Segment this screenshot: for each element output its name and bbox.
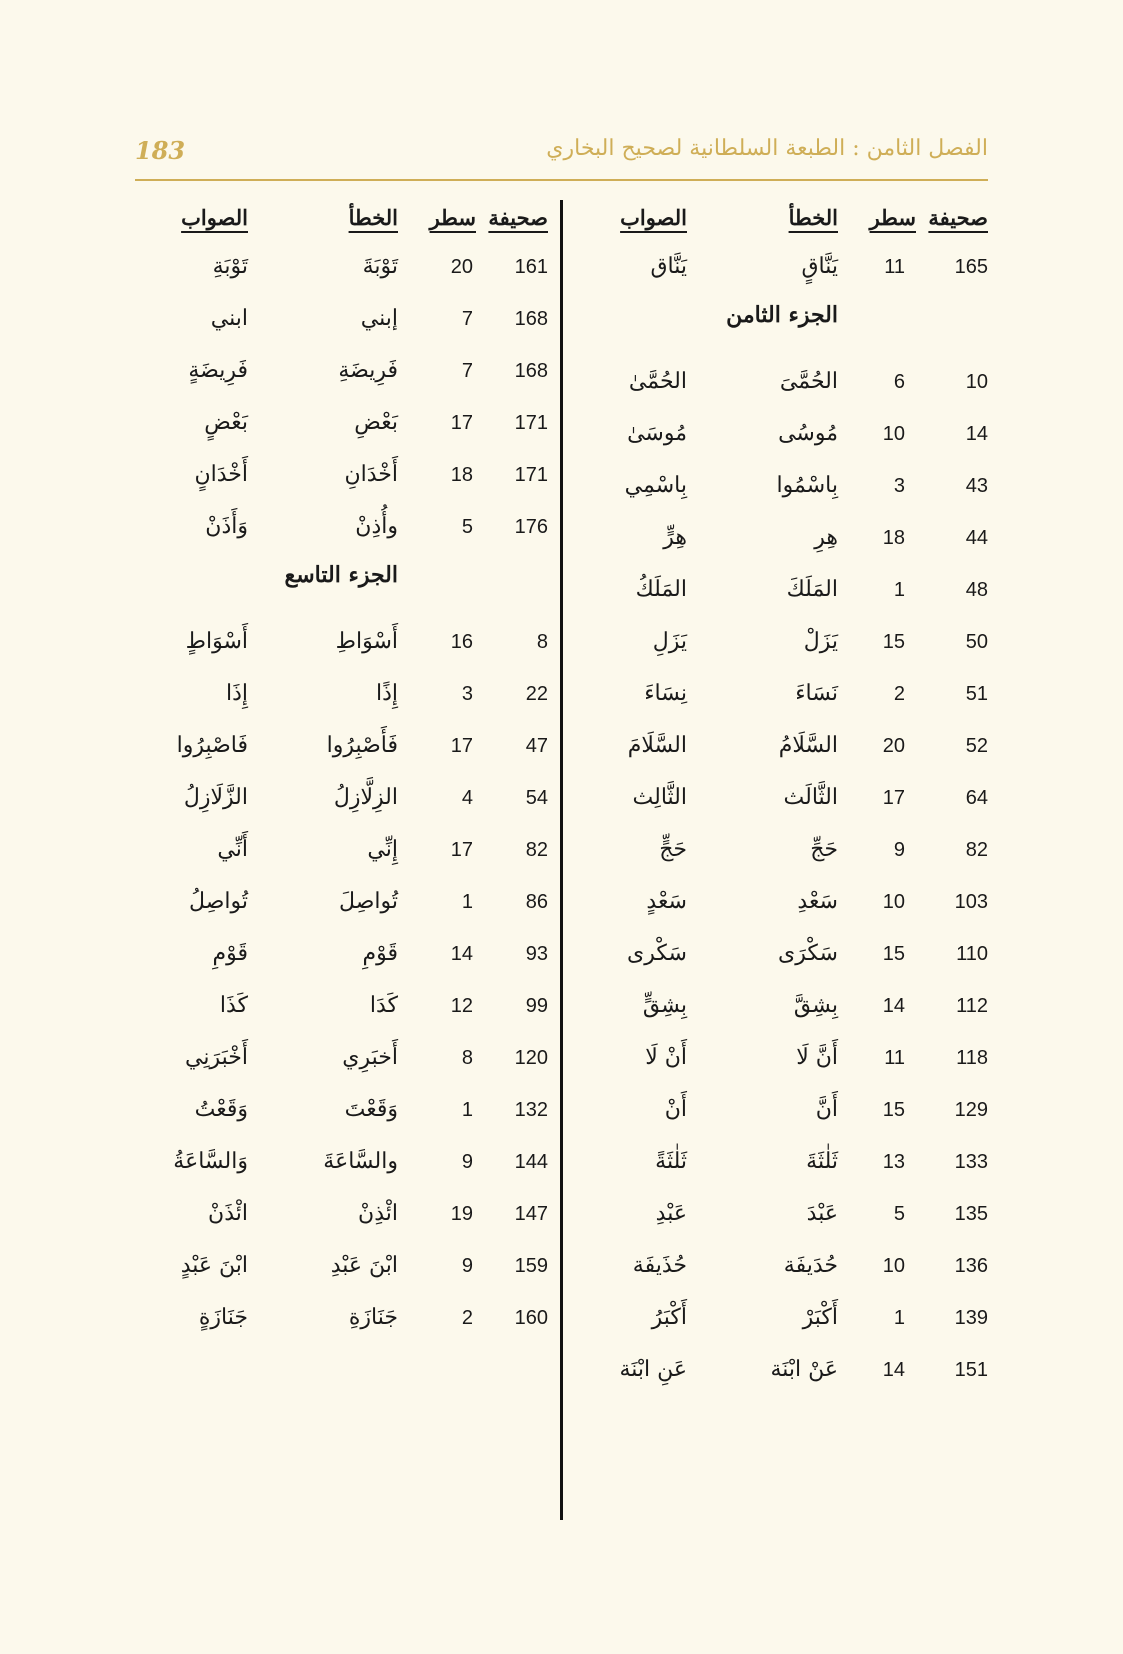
cell-correct: وَأَذَنْ — [205, 514, 248, 539]
cell-wrong: فَرِيضَةِ — [338, 358, 398, 383]
cell-page: 171 — [514, 412, 548, 434]
cell-page: 93 — [525, 943, 548, 965]
cell-correct: سَعْدٍ — [646, 889, 687, 914]
cell-line: 13 — [882, 1151, 905, 1173]
cell-wrong: بَعْضِ — [354, 410, 398, 435]
cell-line: 1 — [893, 579, 905, 601]
cell-page: 99 — [525, 995, 548, 1017]
cell-line: 5 — [893, 1203, 905, 1225]
right-header-page: صحيفة — [928, 205, 988, 230]
cell-line: 19 — [450, 1203, 473, 1225]
cell-wrong: سَعْدِ — [797, 889, 838, 914]
cell-line: 18 — [882, 527, 905, 549]
cell-wrong: أَنَّ لَا — [796, 1045, 838, 1070]
cell-line: 8 — [461, 1047, 473, 1069]
cell-page: 14 — [965, 423, 988, 445]
cell-wrong: ابْنَ عَبْدِ — [330, 1253, 398, 1278]
cell-wrong: إبني — [360, 306, 398, 331]
cell-page: 129 — [954, 1099, 988, 1121]
right-header-correct: الصواب — [620, 205, 687, 230]
cell-wrong: أَكْبَرْ — [802, 1305, 838, 1330]
cell-page: 161 — [514, 256, 548, 278]
cell-correct: بِاسْمِي — [624, 473, 687, 498]
cell-page: 168 — [514, 360, 548, 382]
cell-wrong: سَكْرَى — [778, 941, 838, 966]
cell-line: 5 — [461, 516, 473, 538]
cell-correct: أَكْبَرُ — [651, 1305, 687, 1330]
cell-correct: أَنْ لَا — [645, 1045, 687, 1070]
cell-line: 15 — [882, 1099, 905, 1121]
cell-correct: وَقَعْتُ — [194, 1097, 248, 1122]
cell-correct: يَنَّاق — [650, 254, 687, 279]
cell-wrong: أَخبَرِي — [342, 1045, 398, 1070]
cell-line: 17 — [450, 839, 473, 861]
cell-wrong: قَوْمِ — [362, 941, 398, 966]
cell-line: 1 — [461, 891, 473, 913]
cell-correct: حُذَيفَة — [632, 1253, 687, 1278]
cell-wrong: إِذًا — [375, 681, 398, 706]
cell-page: 165 — [954, 256, 988, 278]
cell-line: 11 — [884, 256, 905, 278]
cell-correct: وَالسَّاعَةُ — [173, 1149, 248, 1174]
cell-correct: أَخْبَرَنِي — [185, 1045, 248, 1070]
cell-wrong: وأُذِنْ — [355, 514, 398, 539]
cell-page: 132 — [514, 1099, 548, 1121]
cell-correct: ابْنَ عَبْدٍ — [180, 1253, 248, 1278]
right-header-wrong: الخطأ — [788, 205, 838, 230]
running-header-title: الفصل الثامن : الطبعة السلطانية لصحيح البخاري — [546, 136, 988, 161]
cell-correct: السَّلَامَ — [627, 733, 687, 758]
page-number: 183 — [135, 136, 186, 165]
cell-page: 160 — [514, 1307, 548, 1329]
cell-wrong: يَنَّاقٍ — [801, 254, 838, 279]
cell-wrong: أَخْدَانِ — [344, 462, 398, 487]
cell-line: 15 — [882, 631, 905, 653]
cell-wrong: جَنَازَةِ — [348, 1305, 398, 1330]
cell-page: 136 — [954, 1255, 988, 1277]
cell-correct: يَزَلِ — [652, 629, 687, 654]
cell-line: 4 — [461, 787, 473, 809]
cell-line: 7 — [461, 360, 473, 382]
cell-wrong: بِاسْمُوا — [776, 473, 838, 498]
cell-line: 3 — [893, 475, 905, 497]
cell-page: 118 — [956, 1047, 988, 1069]
cell-correct: أَخْدَانٍ — [194, 462, 248, 487]
cell-correct: أَسْوَاطٍ — [185, 629, 248, 654]
cell-page: 151 — [954, 1359, 988, 1381]
cell-wrong: الزِلَّازِلُ — [333, 785, 398, 810]
cell-page: 52 — [965, 735, 988, 757]
cell-wrong: حَجِّ — [810, 837, 838, 862]
cell-correct: ابني — [210, 306, 248, 331]
cell-correct: هِرٍّ — [663, 525, 687, 550]
cell-page: 50 — [965, 631, 988, 653]
cell-line: 2 — [461, 1307, 473, 1329]
left-header-page: صحيفة — [488, 205, 548, 230]
cell-wrong: الثَّالَث — [783, 785, 838, 810]
cell-line: 10 — [882, 423, 905, 445]
cell-correct: فَاصْبِرُوا — [176, 733, 248, 758]
cell-correct: فَرِيضَةٍ — [188, 358, 248, 383]
cell-page: 64 — [965, 787, 988, 809]
cell-page: 22 — [525, 683, 548, 705]
section-heading: الجزء التاسع — [284, 562, 398, 588]
cell-wrong: إِنِّي — [367, 837, 398, 862]
cell-page: 54 — [525, 787, 548, 809]
right-header-line: سطر — [869, 205, 916, 230]
cell-line: 10 — [882, 891, 905, 913]
cell-line: 14 — [882, 1359, 905, 1381]
column-divider — [560, 200, 563, 1520]
cell-correct: المَلَكُ — [635, 577, 687, 602]
cell-wrong: كَدَا — [369, 993, 398, 1018]
cell-line: 15 — [882, 943, 905, 965]
cell-correct: الثَّالِث — [632, 785, 687, 810]
cell-line: 1 — [461, 1099, 473, 1121]
cell-page: 86 — [525, 891, 548, 913]
cell-correct: ائْذَنْ — [208, 1201, 248, 1226]
cell-line: 14 — [450, 943, 473, 965]
cell-correct: مُوسَىٰ — [627, 421, 687, 446]
cell-wrong: ثَلٰثَةَ — [806, 1149, 838, 1174]
section-heading: الجزء الثامن — [726, 302, 838, 328]
cell-correct: بِشِقٍّ — [642, 993, 687, 1018]
cell-correct: إِذَا — [225, 681, 248, 706]
cell-line: 17 — [450, 735, 473, 757]
cell-line: 12 — [450, 995, 473, 1017]
header-divider — [135, 179, 988, 181]
cell-page: 8 — [536, 631, 548, 653]
cell-page: 147 — [514, 1203, 548, 1225]
cell-correct: جَنَازَةٍ — [198, 1305, 248, 1330]
cell-wrong: فَأَصْبِرُوا — [326, 733, 398, 758]
cell-page: 133 — [954, 1151, 988, 1173]
cell-line: 16 — [450, 631, 473, 653]
cell-page: 82 — [965, 839, 988, 861]
cell-correct: الحُمَّىٰ — [628, 369, 687, 394]
cell-correct: ثَلٰثَةً — [655, 1149, 687, 1174]
cell-line: 7 — [461, 308, 473, 330]
cell-wrong: السَّلَامُ — [778, 733, 838, 758]
cell-correct: كَذَا — [219, 993, 248, 1018]
cell-line: 9 — [461, 1151, 473, 1173]
cell-line: 17 — [450, 412, 473, 434]
cell-wrong: تُواصِلَ — [339, 889, 398, 914]
cell-wrong: مُوسُى — [778, 421, 838, 446]
cell-page: 168 — [514, 308, 548, 330]
cell-correct: حَجٍّ — [659, 837, 687, 862]
cell-line: 14 — [882, 995, 905, 1017]
cell-line: 6 — [893, 371, 905, 393]
cell-correct: قَوْمِ — [212, 941, 248, 966]
cell-correct: أَنِّي — [217, 837, 248, 862]
cell-line: 11 — [884, 1047, 905, 1069]
cell-wrong: المَلَكَ — [786, 577, 838, 602]
cell-correct: عَنِ ابْنَة — [619, 1357, 687, 1382]
cell-page: 171 — [514, 464, 548, 486]
cell-page: 51 — [965, 683, 988, 705]
cell-line: 1 — [893, 1307, 905, 1329]
cell-line: 3 — [461, 683, 473, 705]
cell-page: 48 — [965, 579, 988, 601]
cell-correct: نِسَاءَ — [644, 681, 687, 706]
cell-page: 144 — [514, 1151, 548, 1173]
cell-page: 43 — [965, 475, 988, 497]
cell-wrong: عَبْدَ — [806, 1201, 838, 1226]
cell-correct: سَكْرى — [627, 941, 687, 966]
cell-line: 20 — [450, 256, 473, 278]
cell-wrong: وَقَعْتَ — [344, 1097, 398, 1122]
cell-line: 10 — [882, 1255, 905, 1277]
cell-wrong: يَزَلْ — [803, 629, 838, 654]
left-header-wrong: الخطأ — [348, 205, 398, 230]
cell-correct: تَوْبَةِ — [212, 254, 248, 279]
cell-page: 135 — [954, 1203, 988, 1225]
cell-wrong: أَسْوَاطِ — [335, 629, 398, 654]
cell-wrong: هِرِ — [814, 525, 838, 550]
cell-page: 47 — [525, 735, 548, 757]
cell-line: 18 — [450, 464, 473, 486]
left-header-line: سطر — [429, 205, 476, 230]
cell-wrong: حُدَيفَة — [783, 1253, 838, 1278]
cell-line: 2 — [893, 683, 905, 705]
cell-line: 9 — [461, 1255, 473, 1277]
cell-correct: بَعْضٍ — [204, 410, 248, 435]
cell-wrong: عَنْ ابْنَة — [770, 1357, 838, 1382]
cell-wrong: ائْذِنْ — [358, 1201, 398, 1226]
cell-page: 139 — [954, 1307, 988, 1329]
cell-page: 176 — [514, 516, 548, 538]
cell-wrong: تَوْبَةَ — [362, 254, 398, 279]
cell-line: 17 — [882, 787, 905, 809]
cell-wrong: أَنَّ — [815, 1097, 838, 1122]
cell-page: 10 — [965, 371, 988, 393]
cell-page: 110 — [956, 943, 988, 965]
cell-page: 44 — [965, 527, 988, 549]
cell-page: 120 — [514, 1047, 548, 1069]
cell-wrong: الحُمَّىَ — [779, 369, 838, 394]
cell-correct: الزَّلَازِلُ — [183, 785, 248, 810]
cell-page: 112 — [956, 995, 988, 1017]
cell-page: 82 — [525, 839, 548, 861]
cell-correct: عَبْدِ — [655, 1201, 687, 1226]
cell-page: 159 — [514, 1255, 548, 1277]
cell-line: 20 — [882, 735, 905, 757]
cell-wrong: بِشِقَّ — [793, 993, 838, 1018]
left-header-correct: الصواب — [181, 205, 248, 230]
cell-page: 103 — [954, 891, 988, 913]
cell-wrong: نَسَاءَ — [795, 681, 838, 706]
cell-correct: أَنْ — [664, 1097, 687, 1122]
cell-correct: تُواصِلُ — [189, 889, 248, 914]
cell-line: 9 — [893, 839, 905, 861]
cell-wrong: والسَّاعَةَ — [323, 1149, 398, 1174]
